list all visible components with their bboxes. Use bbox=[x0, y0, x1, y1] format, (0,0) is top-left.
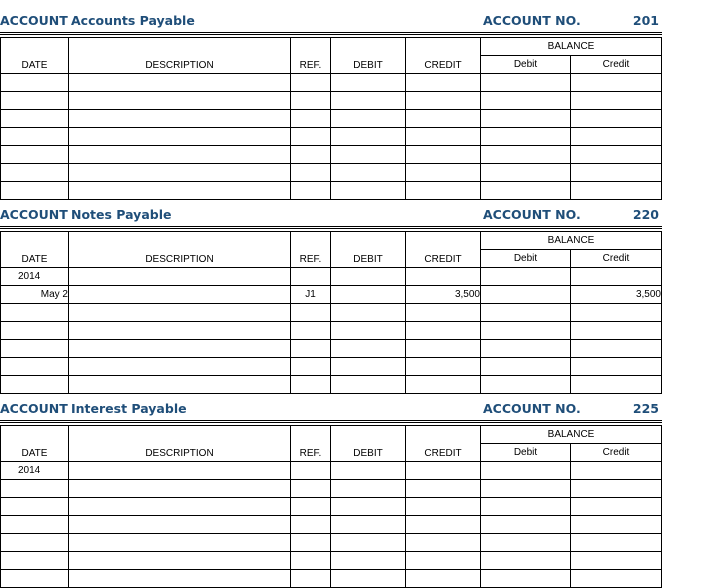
ref-cell[interactable] bbox=[291, 110, 331, 128]
credit-cell[interactable] bbox=[406, 570, 481, 588]
credit-cell[interactable] bbox=[406, 516, 481, 534]
balance-credit-cell[interactable] bbox=[571, 358, 662, 376]
description-cell[interactable] bbox=[69, 340, 291, 358]
credit-cell[interactable] bbox=[406, 268, 481, 286]
debit-cell[interactable] bbox=[331, 128, 406, 146]
balance-credit-cell[interactable] bbox=[571, 74, 662, 92]
balance-credit-header: Credit bbox=[571, 56, 662, 74]
balance-credit-cell[interactable] bbox=[571, 498, 662, 516]
balance-credit-cell[interactable] bbox=[571, 462, 662, 480]
description-cell[interactable] bbox=[69, 462, 291, 480]
credit-cell[interactable] bbox=[406, 164, 481, 182]
date-cell[interactable]: 2014 bbox=[1, 268, 69, 286]
balance-debit-cell[interactable] bbox=[481, 358, 571, 376]
ref-cell[interactable] bbox=[291, 340, 331, 358]
ref-cell[interactable] bbox=[291, 268, 331, 286]
date-cell[interactable] bbox=[1, 516, 69, 534]
debit-cell[interactable] bbox=[331, 498, 406, 516]
balance-debit-cell[interactable] bbox=[481, 128, 571, 146]
balance-credit-cell[interactable] bbox=[571, 534, 662, 552]
debit-cell[interactable] bbox=[331, 268, 406, 286]
description-header: DESCRIPTION bbox=[69, 232, 291, 268]
debit-header: DEBIT bbox=[331, 38, 406, 74]
balance-credit-cell[interactable] bbox=[571, 182, 662, 200]
balance-debit-cell[interactable] bbox=[481, 462, 571, 480]
table-row bbox=[1, 268, 662, 286]
debit-cell[interactable] bbox=[331, 462, 406, 480]
description-cell[interactable] bbox=[69, 358, 291, 376]
balance-debit-cell[interactable] bbox=[481, 164, 571, 182]
debit-cell[interactable] bbox=[331, 286, 406, 304]
table-row bbox=[1, 146, 662, 164]
balance-credit-cell[interactable] bbox=[571, 128, 662, 146]
table-row bbox=[1, 304, 662, 322]
description-cell[interactable] bbox=[69, 128, 291, 146]
balance-debit-header: Debit bbox=[481, 250, 571, 268]
credit-cell[interactable] bbox=[406, 128, 481, 146]
table-row bbox=[1, 110, 662, 128]
credit-cell[interactable]: 3,500 bbox=[406, 286, 481, 304]
account-number: 201 bbox=[632, 13, 659, 28]
table-row bbox=[1, 322, 662, 340]
table-row bbox=[1, 462, 662, 480]
description-cell[interactable] bbox=[69, 498, 291, 516]
debit-cell[interactable] bbox=[331, 376, 406, 394]
date-cell[interactable] bbox=[1, 340, 69, 358]
table-row bbox=[1, 376, 662, 394]
debit-header: DEBIT bbox=[331, 426, 406, 462]
date-cell[interactable] bbox=[1, 498, 69, 516]
balance-debit-cell[interactable] bbox=[481, 570, 571, 588]
debit-cell[interactable] bbox=[331, 534, 406, 552]
balance-debit-cell[interactable] bbox=[481, 110, 571, 128]
credit-cell[interactable] bbox=[406, 480, 481, 498]
ref-cell[interactable] bbox=[291, 146, 331, 164]
ref-cell[interactable] bbox=[291, 534, 331, 552]
debit-cell[interactable] bbox=[331, 340, 406, 358]
ledger-title bbox=[0, 204, 662, 226]
table-row bbox=[1, 358, 662, 376]
account-label: ACCOUNT bbox=[0, 13, 68, 28]
credit-cell[interactable] bbox=[406, 552, 481, 570]
table-row bbox=[1, 498, 662, 516]
date-cell[interactable] bbox=[1, 358, 69, 376]
balance-header: BALANCE bbox=[481, 232, 662, 250]
credit-cell[interactable] bbox=[406, 376, 481, 394]
balance-debit-cell[interactable] bbox=[481, 534, 571, 552]
description-cell[interactable] bbox=[69, 182, 291, 200]
balance-debit-cell[interactable] bbox=[481, 376, 571, 394]
ledger-notes-payable bbox=[0, 204, 662, 384]
table-row bbox=[1, 128, 662, 146]
description-cell[interactable] bbox=[69, 110, 291, 128]
date-cell[interactable] bbox=[1, 376, 69, 394]
account-no-label: ACCOUNT NO. bbox=[483, 401, 581, 416]
balance-debit-cell[interactable] bbox=[481, 286, 571, 304]
balance-debit-cell[interactable] bbox=[481, 268, 571, 286]
balance-credit-cell[interactable] bbox=[571, 92, 662, 110]
date-cell[interactable] bbox=[1, 74, 69, 92]
table-row bbox=[1, 570, 662, 588]
table-row bbox=[1, 534, 662, 552]
balance-credit-cell[interactable] bbox=[571, 164, 662, 182]
ref-cell[interactable] bbox=[291, 92, 331, 110]
balance-credit-cell[interactable] bbox=[571, 146, 662, 164]
credit-cell[interactable] bbox=[406, 534, 481, 552]
ref-cell[interactable] bbox=[291, 164, 331, 182]
debit-cell[interactable] bbox=[331, 552, 406, 570]
account-name: Interest Payable bbox=[71, 401, 187, 416]
description-cell[interactable] bbox=[69, 92, 291, 110]
balance-debit-cell[interactable] bbox=[481, 498, 571, 516]
account-name: Accounts Payable bbox=[71, 13, 195, 28]
balance-credit-cell[interactable] bbox=[571, 268, 662, 286]
balance-header-row bbox=[1, 232, 662, 250]
title-rule bbox=[0, 226, 662, 229]
ref-cell[interactable] bbox=[291, 498, 331, 516]
date-header: DATE bbox=[1, 426, 69, 462]
account-number: 225 bbox=[632, 401, 659, 416]
balance-credit-header: Credit bbox=[571, 444, 662, 462]
balance-header-row bbox=[1, 38, 662, 56]
credit-cell[interactable] bbox=[406, 322, 481, 340]
debit-cell[interactable] bbox=[331, 304, 406, 322]
credit-cell[interactable] bbox=[406, 498, 481, 516]
description-cell[interactable] bbox=[69, 322, 291, 340]
balance-debit-cell[interactable] bbox=[481, 182, 571, 200]
credit-cell[interactable] bbox=[406, 340, 481, 358]
balance-debit-cell[interactable] bbox=[481, 146, 571, 164]
debit-cell[interactable] bbox=[331, 358, 406, 376]
date-header: DATE bbox=[1, 38, 69, 74]
debit-cell[interactable] bbox=[331, 164, 406, 182]
date-cell[interactable] bbox=[1, 322, 69, 340]
credit-cell[interactable] bbox=[406, 358, 481, 376]
credit-cell[interactable] bbox=[406, 146, 481, 164]
balance-debit-cell[interactable] bbox=[481, 322, 571, 340]
ledger-table bbox=[0, 37, 662, 200]
balance-credit-header: Credit bbox=[571, 250, 662, 268]
ref-cell[interactable] bbox=[291, 570, 331, 588]
table-row bbox=[1, 164, 662, 182]
account-label: ACCOUNT bbox=[0, 401, 68, 416]
balance-credit-cell[interactable] bbox=[571, 322, 662, 340]
ref-cell[interactable] bbox=[291, 516, 331, 534]
ref-cell[interactable] bbox=[291, 128, 331, 146]
balance-credit-cell[interactable] bbox=[571, 340, 662, 358]
table-row bbox=[1, 552, 662, 570]
description-cell[interactable] bbox=[69, 552, 291, 570]
credit-header: CREDIT bbox=[406, 426, 481, 462]
ref-header: REF. bbox=[291, 38, 331, 74]
date-cell[interactable]: 2014 bbox=[1, 462, 69, 480]
balance-credit-cell[interactable] bbox=[571, 552, 662, 570]
balance-credit-cell[interactable] bbox=[571, 516, 662, 534]
ref-cell[interactable] bbox=[291, 552, 331, 570]
ref-header: REF. bbox=[291, 232, 331, 268]
balance-header: BALANCE bbox=[481, 38, 662, 56]
date-cell[interactable] bbox=[1, 164, 69, 182]
account-no-label: ACCOUNT NO. bbox=[483, 13, 581, 28]
ref-cell[interactable] bbox=[291, 322, 331, 340]
date-cell[interactable] bbox=[1, 480, 69, 498]
credit-cell[interactable] bbox=[406, 462, 481, 480]
description-header: DESCRIPTION bbox=[69, 38, 291, 74]
description-cell[interactable] bbox=[69, 480, 291, 498]
balance-header-row bbox=[1, 426, 662, 444]
balance-debit-cell[interactable] bbox=[481, 92, 571, 110]
credit-cell[interactable] bbox=[406, 92, 481, 110]
debit-cell[interactable] bbox=[331, 570, 406, 588]
balance-debit-cell[interactable] bbox=[481, 480, 571, 498]
ref-header: REF. bbox=[291, 426, 331, 462]
balance-debit-cell[interactable] bbox=[481, 304, 571, 322]
balance-header: BALANCE bbox=[481, 426, 662, 444]
balance-credit-cell[interactable]: 3,500 bbox=[571, 286, 662, 304]
balance-debit-cell[interactable] bbox=[481, 552, 571, 570]
balance-credit-cell[interactable] bbox=[571, 570, 662, 588]
date-cell[interactable] bbox=[1, 110, 69, 128]
title-rule bbox=[0, 420, 662, 423]
ledger-accounts-payable bbox=[0, 10, 662, 190]
table-row bbox=[1, 480, 662, 498]
date-cell[interactable] bbox=[1, 534, 69, 552]
balance-credit-cell[interactable] bbox=[571, 480, 662, 498]
ref-cell[interactable] bbox=[291, 376, 331, 394]
description-header: DESCRIPTION bbox=[69, 426, 291, 462]
account-name: Notes Payable bbox=[71, 207, 172, 222]
date-header: DATE bbox=[1, 232, 69, 268]
balance-debit-header: Debit bbox=[481, 444, 571, 462]
table-row bbox=[1, 340, 662, 358]
date-cell[interactable] bbox=[1, 304, 69, 322]
credit-cell[interactable] bbox=[406, 182, 481, 200]
date-cell[interactable] bbox=[1, 146, 69, 164]
ledger-title bbox=[0, 10, 662, 32]
debit-cell[interactable] bbox=[331, 74, 406, 92]
balance-credit-cell[interactable] bbox=[571, 110, 662, 128]
ledger-interest-payable bbox=[0, 398, 662, 578]
credit-header: CREDIT bbox=[406, 232, 481, 268]
credit-cell[interactable] bbox=[406, 304, 481, 322]
date-cell[interactable] bbox=[1, 552, 69, 570]
ref-cell[interactable] bbox=[291, 304, 331, 322]
description-cell[interactable] bbox=[69, 286, 291, 304]
table-row bbox=[1, 516, 662, 534]
balance-credit-cell[interactable] bbox=[571, 376, 662, 394]
description-cell[interactable] bbox=[69, 516, 291, 534]
description-cell[interactable] bbox=[69, 376, 291, 394]
title-rule bbox=[0, 32, 662, 35]
ledger-title bbox=[0, 398, 662, 420]
balance-credit-cell[interactable] bbox=[571, 304, 662, 322]
ref-cell[interactable] bbox=[291, 182, 331, 200]
date-cell[interactable]: May 2 bbox=[1, 286, 69, 304]
balance-debit-cell[interactable] bbox=[481, 516, 571, 534]
date-cell[interactable] bbox=[1, 128, 69, 146]
account-label: ACCOUNT bbox=[0, 207, 68, 222]
ledger-table bbox=[0, 231, 662, 394]
description-cell[interactable] bbox=[69, 534, 291, 552]
description-cell[interactable] bbox=[69, 268, 291, 286]
date-cell[interactable] bbox=[1, 92, 69, 110]
ref-cell[interactable] bbox=[291, 74, 331, 92]
table-row bbox=[1, 92, 662, 110]
description-cell[interactable] bbox=[69, 570, 291, 588]
ref-cell[interactable] bbox=[291, 358, 331, 376]
ref-cell[interactable] bbox=[291, 480, 331, 498]
date-cell[interactable] bbox=[1, 182, 69, 200]
account-no-label: ACCOUNT NO. bbox=[483, 207, 581, 222]
debit-cell[interactable] bbox=[331, 146, 406, 164]
table-row bbox=[1, 74, 662, 92]
balance-debit-header: Debit bbox=[481, 56, 571, 74]
debit-cell[interactable] bbox=[331, 110, 406, 128]
description-cell[interactable] bbox=[69, 164, 291, 182]
ref-cell[interactable]: J1 bbox=[291, 286, 331, 304]
balance-debit-cell[interactable] bbox=[481, 74, 571, 92]
date-cell[interactable] bbox=[1, 570, 69, 588]
debit-header: DEBIT bbox=[331, 232, 406, 268]
credit-header: CREDIT bbox=[406, 38, 481, 74]
debit-cell[interactable] bbox=[331, 516, 406, 534]
debit-cell[interactable] bbox=[331, 480, 406, 498]
debit-cell[interactable] bbox=[331, 182, 406, 200]
credit-cell[interactable] bbox=[406, 110, 481, 128]
table-row bbox=[1, 286, 662, 304]
ref-cell[interactable] bbox=[291, 462, 331, 480]
description-cell[interactable] bbox=[69, 304, 291, 322]
balance-debit-cell[interactable] bbox=[481, 340, 571, 358]
ledger-table bbox=[0, 425, 662, 588]
account-number: 220 bbox=[632, 207, 659, 222]
description-cell[interactable] bbox=[69, 74, 291, 92]
credit-cell[interactable] bbox=[406, 74, 481, 92]
table-row bbox=[1, 182, 662, 200]
debit-cell[interactable] bbox=[331, 322, 406, 340]
description-cell[interactable] bbox=[69, 146, 291, 164]
debit-cell[interactable] bbox=[331, 92, 406, 110]
